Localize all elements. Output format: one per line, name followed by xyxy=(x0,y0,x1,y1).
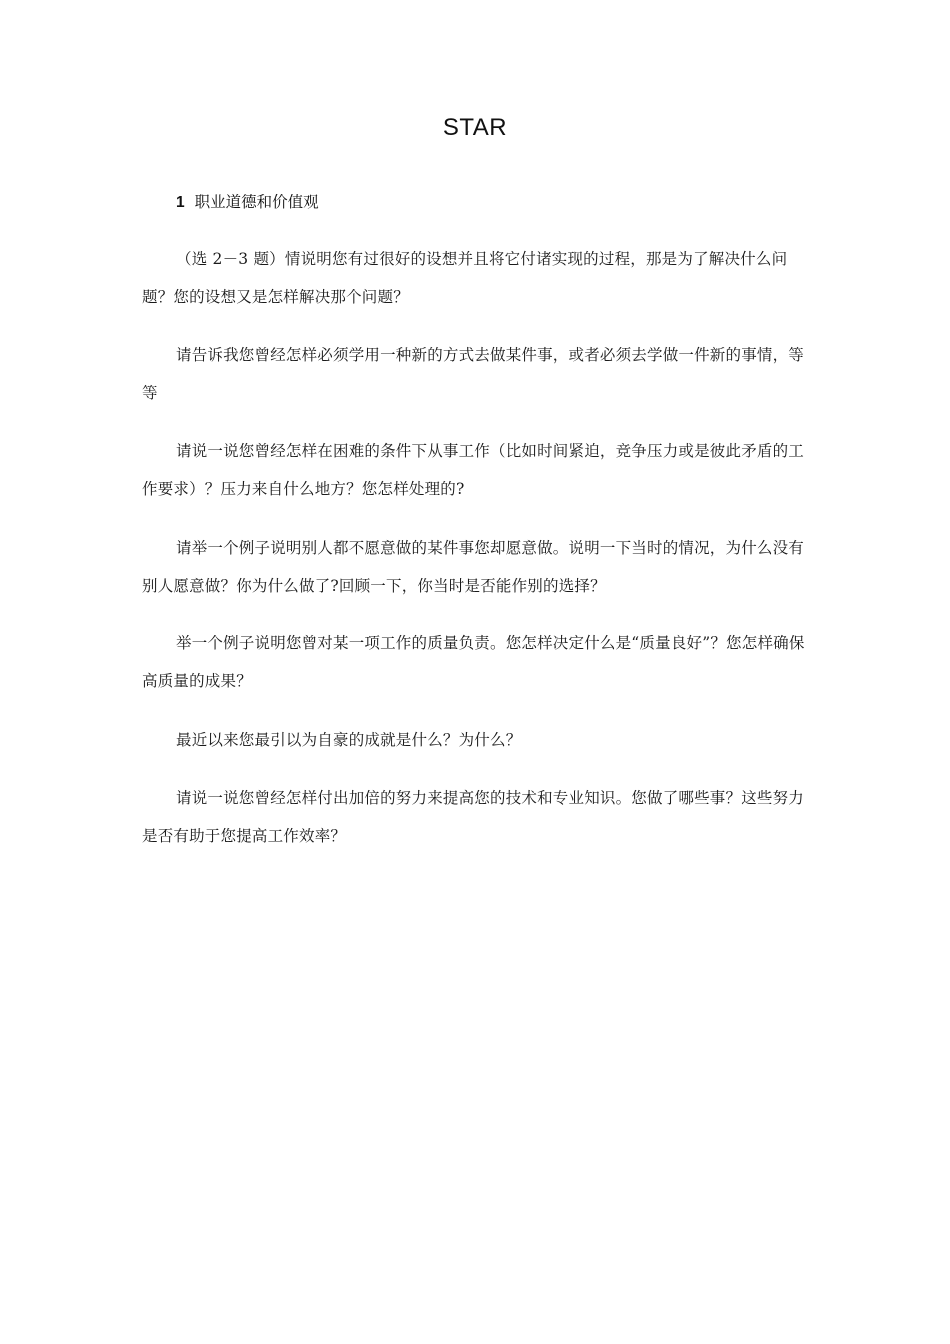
document-title: STAR xyxy=(442,114,508,141)
question-paragraph: 最近以来您最引以为自豪的成就是什么？为什么？ xyxy=(176,731,522,749)
question-paragraph: 请举一个例子说明别人都不愿意做的某件事您却愿意做。说明一下当时的情况，为什么没有别人愿意做？你为什么做了?回顾一下，你当时是否能作别的选择？ xyxy=(142,539,805,595)
question-paragraph: 请说一说您曾经怎样在困难的条件下从事工作（比如时间紧迫，竞争压力或是彼此矛盾的工作要求）？压力来自什么地方？您怎样处理的? xyxy=(142,442,805,498)
section-heading-text: 职业道德和价值观 xyxy=(194,193,319,211)
section-number: 1 xyxy=(176,194,185,211)
question-paragraph: 请告诉我您曾经怎样必须学用一种新的方式去做某件事，或者必须去学做一件新的事情，等等 xyxy=(142,346,805,402)
question-paragraph: （选 2－3 题）情说明您有过很好的设想并且将它付诸实现的过程，那是为了解决什么问题？您的设想又是怎样解决那个问题？ xyxy=(142,250,788,306)
section-heading xyxy=(176,190,319,215)
question-paragraph: 请说一说您曾经怎样付出加倍的努力来提高您的技术和专业知识。您做了哪些事？这些努力是否有助于您提高工作效率？ xyxy=(142,789,805,845)
question-paragraph: 举一个例子说明您曾对某一项工作的质量负责。您怎样决定什么是“质量良好”？您怎样确保高质量的成果？ xyxy=(142,634,805,690)
